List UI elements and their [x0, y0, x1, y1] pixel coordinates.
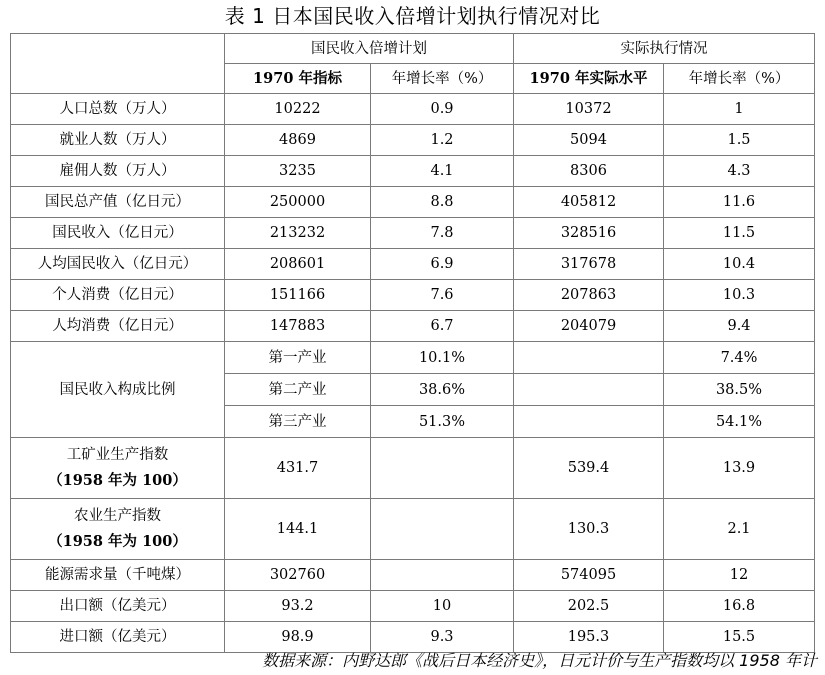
- plan-target-cell: 151166: [225, 280, 371, 311]
- index-plan-growth: [371, 499, 514, 560]
- table-row: [11, 591, 815, 622]
- plan-growth-header: 年增长率（%）: [371, 64, 514, 94]
- table-title: 表 1 日本国民收入倍增计划执行情况对比: [224, 4, 601, 28]
- composition-label: 国民收入构成比例: [11, 342, 225, 438]
- plan-growth-cell: 9.3: [371, 622, 514, 653]
- row-label: 雇佣人数（万人）: [11, 156, 225, 187]
- index-label: [11, 499, 225, 560]
- source-note: 数据来源：内野达郎《战后日本经济史》，日元计价与生产指数均以 1958 年计: [262, 651, 817, 670]
- plan-group-header: 国民收入倍增计划: [225, 34, 514, 64]
- actual-level-cell: 204079: [514, 311, 664, 342]
- plan-growth-cell: 7.6: [371, 280, 514, 311]
- plan-growth-cell: 6.9: [371, 249, 514, 280]
- index-actual-growth: 2.1: [664, 499, 815, 560]
- actual-level-cell: 202.5: [514, 591, 664, 622]
- sector-actual-value: 7.4%: [664, 342, 815, 374]
- index-plan-growth: [371, 438, 514, 499]
- plan-target-cell: 147883: [225, 311, 371, 342]
- index-label-line1: 工矿业生产指数: [66, 447, 169, 463]
- plan-growth-cell: 10: [371, 591, 514, 622]
- table-row: [11, 249, 815, 280]
- actual-growth-cell: 1.5: [664, 125, 815, 156]
- index-label: [11, 438, 225, 499]
- row-label: 能源需求量（千吨煤）: [11, 560, 225, 591]
- sector-actual-level-empty: [514, 374, 664, 406]
- plan-growth-cell: 4.1: [371, 156, 514, 187]
- actual-level-cell: 5094: [514, 125, 664, 156]
- table-row: [11, 218, 815, 249]
- index-actual-growth: 13.9: [664, 438, 815, 499]
- index-plan-target: 431.7: [225, 438, 371, 499]
- actual-level-cell: 328516: [514, 218, 664, 249]
- row-label: 个人消费（亿日元）: [11, 280, 225, 311]
- plan-growth-cell: 1.2: [371, 125, 514, 156]
- plan-target-cell: 213232: [225, 218, 371, 249]
- sector-actual-level-empty: [514, 406, 664, 438]
- actual-growth-cell: 10.3: [664, 280, 815, 311]
- actual-growth-cell: 16.8: [664, 591, 815, 622]
- plan-target-cell: 208601: [225, 249, 371, 280]
- actual-level-cell: 8306: [514, 156, 664, 187]
- plan-growth-cell: 0.9: [371, 94, 514, 125]
- actual-growth-cell: 4.3: [664, 156, 815, 187]
- index-plan-target: 144.1: [225, 499, 371, 560]
- row-label: 人口总数（万人）: [11, 94, 225, 125]
- row-label: 出口额（亿美元）: [11, 591, 225, 622]
- corner-cell: [11, 34, 225, 94]
- row-label: 国民总产值（亿日元）: [11, 187, 225, 218]
- row-label: 人均消费（亿日元）: [11, 311, 225, 342]
- actual-growth-cell: 15.5: [664, 622, 815, 653]
- table-row: [11, 156, 815, 187]
- plan-target-cell: 93.2: [225, 591, 371, 622]
- row-label: 人均国民收入（亿日元）: [11, 249, 225, 280]
- index-actual-level: 539.4: [514, 438, 664, 499]
- row-label: 就业人数（万人）: [11, 125, 225, 156]
- actual-level-cell: 317678: [514, 249, 664, 280]
- actual-growth-header: 年增长率（%）: [664, 64, 815, 94]
- sector-label: 第三产业: [225, 406, 371, 438]
- plan-growth-cell: 8.8: [371, 187, 514, 218]
- table-row: [11, 311, 815, 342]
- plan-target-header: 1970 年指标: [225, 64, 371, 94]
- table-row: [11, 187, 815, 218]
- table-row: [11, 280, 815, 311]
- plan-growth-cell: 6.7: [371, 311, 514, 342]
- row-label: 国民收入（亿日元）: [11, 218, 225, 249]
- actual-level-header: 1970 年实际水平: [514, 64, 664, 94]
- plan-target-cell: 10222: [225, 94, 371, 125]
- plan-target-cell: 98.9: [225, 622, 371, 653]
- actual-growth-cell: 11.5: [664, 218, 815, 249]
- actual-level-cell: 10372: [514, 94, 664, 125]
- actual-growth-cell: 11.6: [664, 187, 815, 218]
- actual-level-cell: 195.3: [514, 622, 664, 653]
- plan-growth-cell: [371, 560, 514, 591]
- plan-growth-cell: 7.8: [371, 218, 514, 249]
- index-actual-level: 130.3: [514, 499, 664, 560]
- table-row: [11, 560, 815, 591]
- plan-target-cell: 4869: [225, 125, 371, 156]
- plan-target-cell: 250000: [225, 187, 371, 218]
- actual-growth-cell: 12: [664, 560, 815, 591]
- sector-actual-value: 38.5%: [664, 374, 815, 406]
- sector-label: 第一产业: [225, 342, 371, 374]
- actual-growth-cell: 9.4: [664, 311, 815, 342]
- plan-target-cell: 302760: [225, 560, 371, 591]
- sector-actual-value: 54.1%: [664, 406, 815, 438]
- plan-target-cell: 3235: [225, 156, 371, 187]
- table-row: [11, 125, 815, 156]
- sector-label: 第二产业: [225, 374, 371, 406]
- row-label: 进口额（亿美元）: [11, 622, 225, 653]
- actual-level-cell: 574095: [514, 560, 664, 591]
- sector-plan-value: 38.6%: [371, 374, 514, 406]
- sector-plan-value: 51.3%: [371, 406, 514, 438]
- index-label-line2: （1958 年为 100）: [48, 533, 187, 550]
- actual-level-cell: 207863: [514, 280, 664, 311]
- index-label-line2: （1958 年为 100）: [48, 472, 187, 489]
- actual-group-header: 实际执行情况: [514, 34, 815, 64]
- index-label-line1: 农业生产指数: [74, 508, 161, 524]
- comparison-table: [10, 33, 815, 653]
- sector-actual-level-empty: [514, 342, 664, 374]
- actual-growth-cell: 10.4: [664, 249, 815, 280]
- actual-level-cell: 405812: [514, 187, 664, 218]
- sector-plan-value: 10.1%: [371, 342, 514, 374]
- actual-growth-cell: 1: [664, 94, 815, 125]
- table-row: [11, 94, 815, 125]
